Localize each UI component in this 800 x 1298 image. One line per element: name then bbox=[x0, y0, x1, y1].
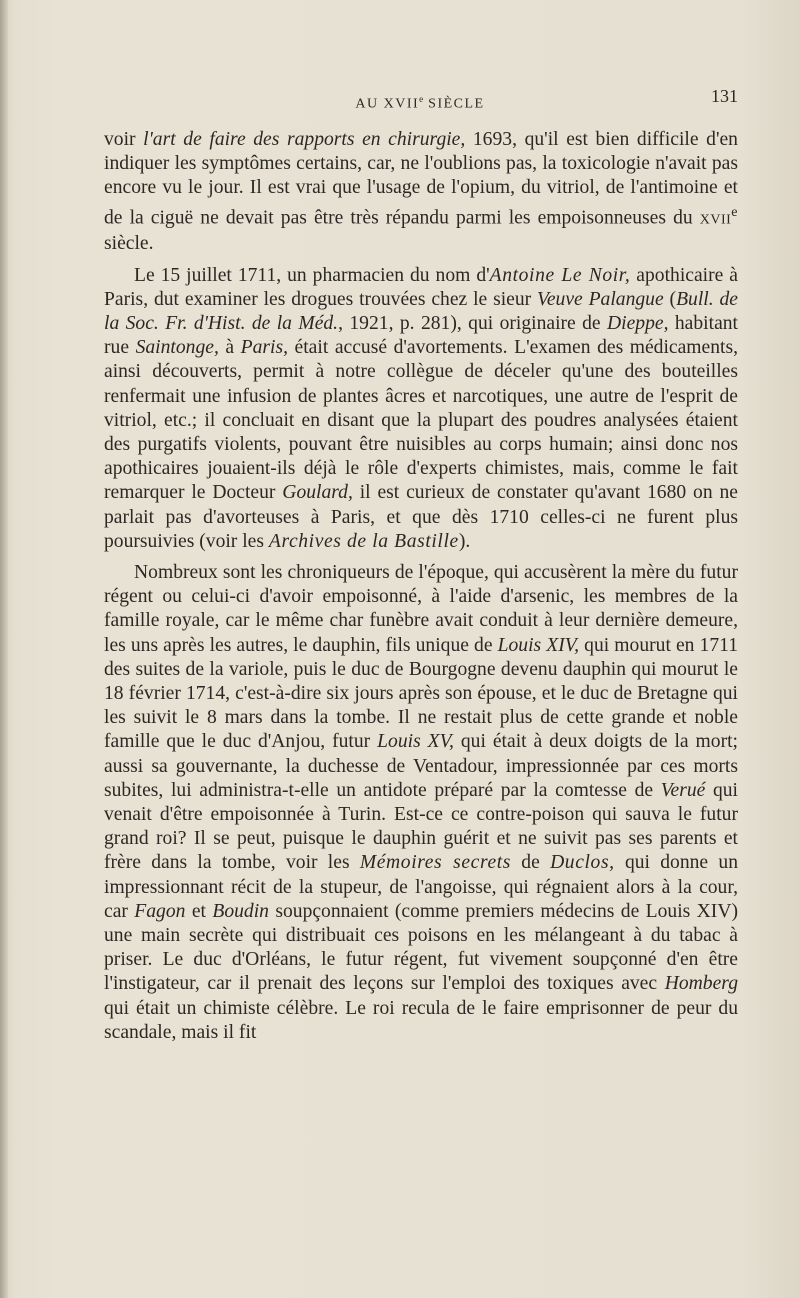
p1-century-sup: e bbox=[731, 204, 738, 220]
p3-name-homberg: Homberg bbox=[664, 973, 738, 995]
p3-name-duclos: Duclos, bbox=[550, 852, 615, 874]
p2-text-1: Le 15 juillet 1711, un pharmacien du nom d' bbox=[134, 264, 490, 286]
p2-name-goulard: Goulard, bbox=[282, 482, 353, 504]
p2-place-paris: Paris, bbox=[240, 337, 288, 359]
binding-shadow bbox=[0, 0, 8, 1298]
p2-text-9: ). bbox=[458, 530, 471, 552]
p2-bulletin-ref: Bull. de la Soc. Fr. d'Hist. de la Méd. bbox=[104, 288, 738, 334]
p3-text-5: de bbox=[511, 852, 551, 874]
p3-text-8: soupçonnaient (comme premiers médecins de Louis XIV) une main secrète qui distribuait ces poisons en les mélangeant à du tabac à priser. Le duc d'Orléans, le futur régent, fut vivement soupçonné d'en être l'instigateur, car il prenait des leçons sur l'emploi des toxiques avec bbox=[104, 900, 738, 995]
p1-century: XVII bbox=[699, 212, 732, 228]
page-header bbox=[100, 86, 740, 116]
p3-text-7: et bbox=[185, 900, 213, 922]
paragraph-1 bbox=[104, 128, 738, 257]
p2-text-7: était accusé d'avortements. L'examen des médicaments, ainsi découverts, permit à notre collègue de déceler qu'une des bouteilles renfermait une infusion de plantes âcres et narcotiques, une autre de l'esprit de vitriol, etc.; il concluait en disant que la plupart des poudres analysées étaient des purgatifs violents, pouvant être nuisibles au corps humain; ainsi donc nos apothicaires jouaient-ils déjà le rôle d'experts chimistes, mais, comme le fait remarquer le Docteur bbox=[104, 337, 739, 504]
running-head-tail: SIÈCLE bbox=[428, 96, 485, 112]
running-head bbox=[100, 94, 740, 113]
p2-text-4: , 1921, p. 281), qui originaire de bbox=[338, 312, 608, 334]
paragraph-3 bbox=[104, 561, 738, 1045]
p3-memoires-ref: Mémoires secrets bbox=[359, 852, 512, 874]
p3-text-6: qui donne un impressionnant récit de la stupeur, de l'angoisse, qui régnaient alors à la cour, car bbox=[104, 852, 738, 922]
p3-text-2: qui mourut en 1711 des suites de la variole, puis le duc de Bourgogne devenu dauphin qui mourut le 18 février 1714, c'est-à-dire six jours après son épouse, et le duc de Bretagne qui les suivit le 8 mars dans la tombe. Il ne restait plus de cette grande et noble famille que le duc d'Anjou, futur bbox=[104, 634, 739, 753]
p3-text-4: qui venait d'être empoisonnée à Turin. Est-ce ce contre-poison qui sauva le futur grand roi? Il se peut, puisque le dauphin guérit et ne suivit pas ses parents et frère dans la tombe, voir les bbox=[104, 779, 738, 874]
p3-name-louis-xv: Louis XV, bbox=[377, 731, 454, 753]
body-text bbox=[104, 128, 738, 1045]
p3-text-3: qui était à deux doigts de la mort; aussi sa gouvernante, la duchesse de Ventadour, impressionnée par ces morts subites, lui administra-t-elle un antidote préparé par la comtesse de bbox=[104, 731, 738, 801]
p2-text-2: apothicaire à Paris, dut examiner les drogues trouvées chez le sieur bbox=[104, 264, 738, 310]
p1-text-3: siècle. bbox=[104, 233, 154, 255]
p1-cited-title: l'art de faire des rapports en chirurgie, bbox=[143, 129, 466, 150]
running-head-roman: AU XVII bbox=[355, 96, 420, 112]
p3-name-verue: Verué bbox=[660, 779, 706, 801]
p2-name-antoine-le-noir: Antoine Le Noir, bbox=[489, 264, 631, 286]
p3-text-9: qui était un chimiste célèbre. Le roi recula de le faire emprisonner de peur du scandale, mais il fit bbox=[104, 997, 738, 1043]
p1-text-2: 1693, qu'il est bien difficile d'en indiquer les symptômes certains, car, ne l'oublions pas, la toxicologie n'avait pas encore vu le jour. Il est vrai que l'usage de l'opium, du vitriol, de l'antimoine et de la ciguë ne devait pas être très répandu parmi les empoisonneuses du bbox=[104, 129, 738, 229]
p2-name-veuve-palangue: Veuve Palangue bbox=[537, 288, 664, 310]
p2-archives-ref: Archives de la Bastille bbox=[268, 530, 459, 552]
p2-text-8: il est curieux de constater qu'avant 1680 on ne parlait pas d'avorteuses à Paris, et que dès 1710 celles-ci ne furent plus poursuivies (voir les bbox=[104, 482, 738, 552]
p2-place-saintonge: Saintonge, bbox=[135, 337, 219, 359]
p3-name-fagon: Fagon bbox=[134, 900, 186, 922]
page-number: 131 bbox=[711, 86, 738, 106]
p3-name-louis-xiv: Louis XIV, bbox=[497, 634, 580, 656]
p2-text-3: ( bbox=[663, 288, 677, 310]
paragraph-2 bbox=[104, 264, 738, 554]
p3-name-boudin: Boudin bbox=[212, 900, 269, 922]
p2-text-5: habitant rue bbox=[104, 312, 739, 359]
p2-text-6: à bbox=[218, 337, 241, 359]
p2-place-dieppe: Dieppe, bbox=[607, 312, 669, 334]
p3-text-1: Nombreux sont les chroniqueurs de l'époque, qui accusèrent la mère du futur régent ou celui-ci d'avoir empoisonné, à l'aide d'arsenic, les membres de la famille royale, car le même char funèbre avait conduit à leur dernière demeure, les uns après les autres, le dauphin, fils unique de bbox=[104, 561, 738, 656]
running-head-superscript: e bbox=[419, 94, 424, 104]
p1-text-1: voir bbox=[104, 129, 144, 150]
